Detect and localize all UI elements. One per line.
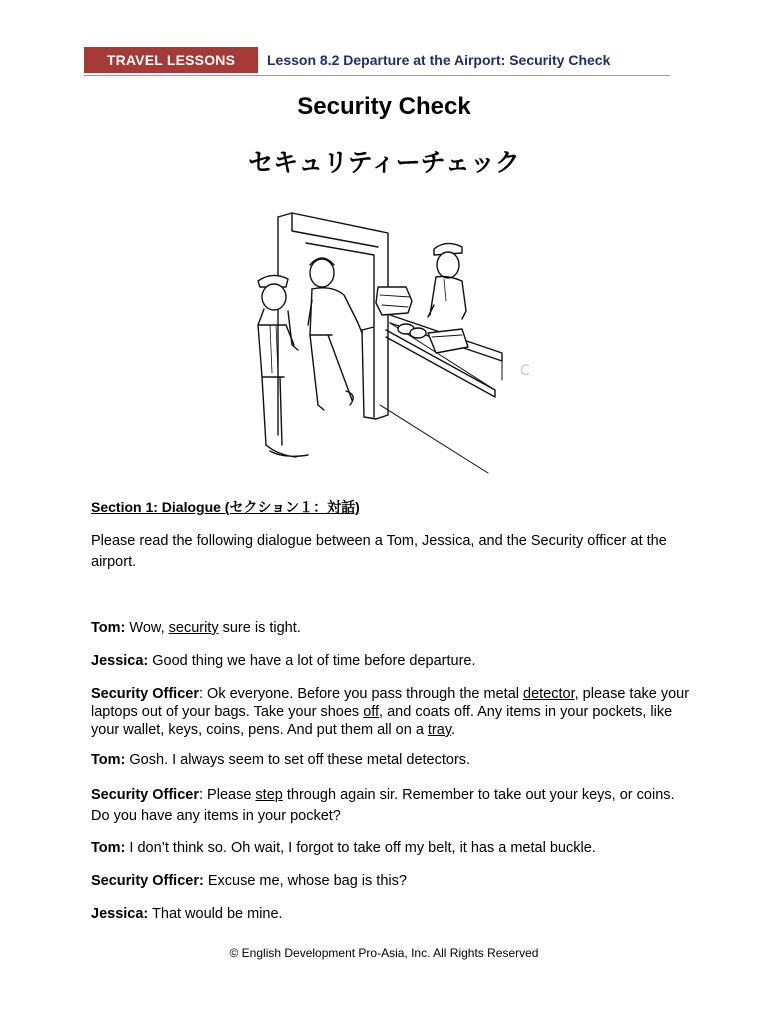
dialogue-line <box>91 872 691 890</box>
dialogue-line <box>91 619 691 637</box>
dialogue-text: Gosh. I always seem to set off these metal detectors. <box>125 752 471 768</box>
page-title-japanese: セキュリティーチェック <box>248 148 520 177</box>
page-title: Security Check <box>297 93 471 120</box>
dialogue-line <box>91 685 691 739</box>
dialogue-text: . <box>451 722 456 738</box>
copyright-footer: © English Development Pro-Asia, Inc. All Rights Reserved <box>229 946 539 960</box>
speaker: Security Officer <box>91 686 199 702</box>
lesson-header <box>84 47 670 76</box>
speaker: Tom: <box>91 752 126 768</box>
dialogue-line <box>91 905 691 923</box>
speaker: Tom: <box>91 620 126 636</box>
dialogue-text: : Please <box>199 787 256 803</box>
dialogue-text: That would be mine. <box>148 906 283 922</box>
dialogue-text: Excuse me, whose bag is this? <box>203 873 407 889</box>
dialogue-text: : Ok everyone. Before you pass through the metal <box>199 686 524 702</box>
speaker: Jessica: <box>91 653 149 669</box>
vocab-word: tray <box>427 722 452 738</box>
vocab-word: off <box>363 704 380 720</box>
vocab-word: detector <box>523 686 575 702</box>
dialogue-text: through again sir. Remember to take out your keys, or coins. Do you have any items in your pocket? <box>91 787 675 824</box>
dialogue-text: sure is tight. <box>218 620 301 636</box>
dialogue-text: , and coats off. Any items in your pockets, like your wallet, keys, coins, pens. And put them all on a <box>91 704 673 738</box>
metal-detector-frame <box>278 213 388 435</box>
speaker: Jessica: <box>91 906 149 922</box>
speaker: Tom: <box>91 840 126 856</box>
dialogue-line <box>91 839 691 857</box>
dialogue-line <box>91 652 691 670</box>
man-in-cap <box>258 275 308 457</box>
section-heading: Section 1: Dialogue (セクション１：対話) <box>91 499 360 515</box>
vocab-word: security <box>168 620 219 636</box>
speaker: Security Officer <box>91 787 199 803</box>
dialogue-text: Wow, <box>125 620 169 636</box>
intro-paragraph: Please read the following dialogue between a Tom, Jessica, and the Security officer at the airport. <box>91 533 667 570</box>
speaker: Security Officer: <box>91 873 204 889</box>
dialogue-text: , please take your laptops out of your bags. Take your shoes <box>91 686 690 720</box>
tray-with-laptop <box>428 329 468 353</box>
dialogue-text: Good thing we have a lot of time before departure. <box>148 653 476 669</box>
dialogue-line <box>91 785 691 827</box>
security-check-illustration <box>240 205 530 480</box>
vocab-word: step <box>255 787 283 803</box>
svg-text:C: C <box>520 363 530 379</box>
security-officer <box>428 243 466 319</box>
bag-on-conveyor <box>376 287 412 315</box>
dialogue-line <box>91 751 691 769</box>
travel-lessons-tag: TRAVEL LESSONS <box>84 47 258 73</box>
walking-man <box>308 258 362 410</box>
dialogue-text: I don’t think so. Oh wait, I forgot to take off my belt, it has a metal buckle. <box>125 840 596 856</box>
lesson-title: Lesson 8.2 Departure at the Airport: Security Check <box>267 52 611 68</box>
